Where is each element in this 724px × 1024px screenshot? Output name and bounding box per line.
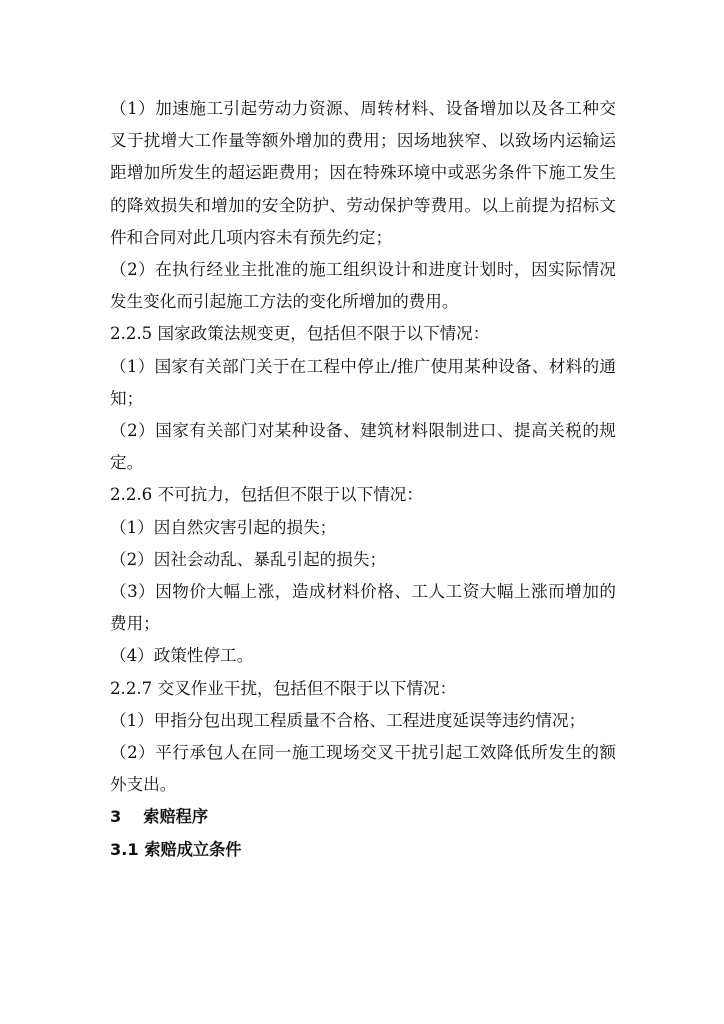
- paragraph-policy-equipment-notice: （1）国家有关部门关于在工程中停止/推广使用某种设备、材料的通知；: [110, 356, 616, 408]
- section-2-2-6-force-majeure: 2.2.6 不可抗力，包括但不限于以下情况：: [110, 485, 423, 505]
- heading-3-claim-procedure: [110, 801, 616, 833]
- paragraph-social-unrest: （2）因社会动乱、暴乱引起的损失；: [110, 549, 387, 569]
- heading-3-title: 索赔程序: [143, 807, 209, 827]
- heading-3-spacer: [132, 807, 143, 826]
- heading-3-1-number: 3.1: [110, 839, 139, 859]
- paragraph-policy-import-tariff: （2）国家有关部门对某种设备、建筑材料限制进口、提高关税的规定。: [110, 421, 616, 473]
- paragraph-policy-stoppage: （4）政策性停工。: [110, 646, 254, 666]
- paragraph-subcontractor-breach: （1）甲指分包出现工程质量不合格、工程进度延误等违约情况；: [110, 710, 586, 730]
- paragraph-construction-method-change: （2）在执行经业主批准的施工组织设计和进度计划时，因实际情况发生变化而引起施工方法的变化所增加的费用。: [110, 260, 616, 312]
- paragraph-price-surge: （3）因物价大幅上涨，造成材料价格、工人工资大幅上涨而增加的费用；: [110, 582, 616, 634]
- paragraph-parallel-contractor-interference: （2）平行承包人在同一施工现场交叉干扰引起工效降低所发生的额外支出。: [110, 743, 616, 795]
- heading-3-1-claim-conditions: [110, 834, 616, 866]
- paragraph-natural-disaster: （1）因自然灾害引起的损失；: [110, 517, 337, 537]
- section-2-2-5-policy-change: 2.2.5 国家政策法规变更，包括但不限于以下情况：: [110, 324, 490, 344]
- section-2-2-7-cross-interference: 2.2.7 交叉作业干扰，包括但不限于以下情况：: [110, 678, 457, 698]
- heading-3-1-title: 索赔成立条件: [144, 839, 242, 859]
- paragraph-accelerated-construction-costs: （1）加速施工引起劳动力资源、周转材料、设备增加以及各工种交叉于扰增大工作量等额外增加的费用；因场地狭窄、以致场内运输运距增加所发生的超运距费用；因在特殊环境中或恶劣条件下施工发生的降效损失和增加的安全防护、劳动保护等费用。以上前提为招标文件和合同对此几项内容未有预先约定；: [110, 99, 616, 247]
- heading-3-number: 3: [110, 807, 122, 827]
- document-page: [110, 93, 616, 866]
